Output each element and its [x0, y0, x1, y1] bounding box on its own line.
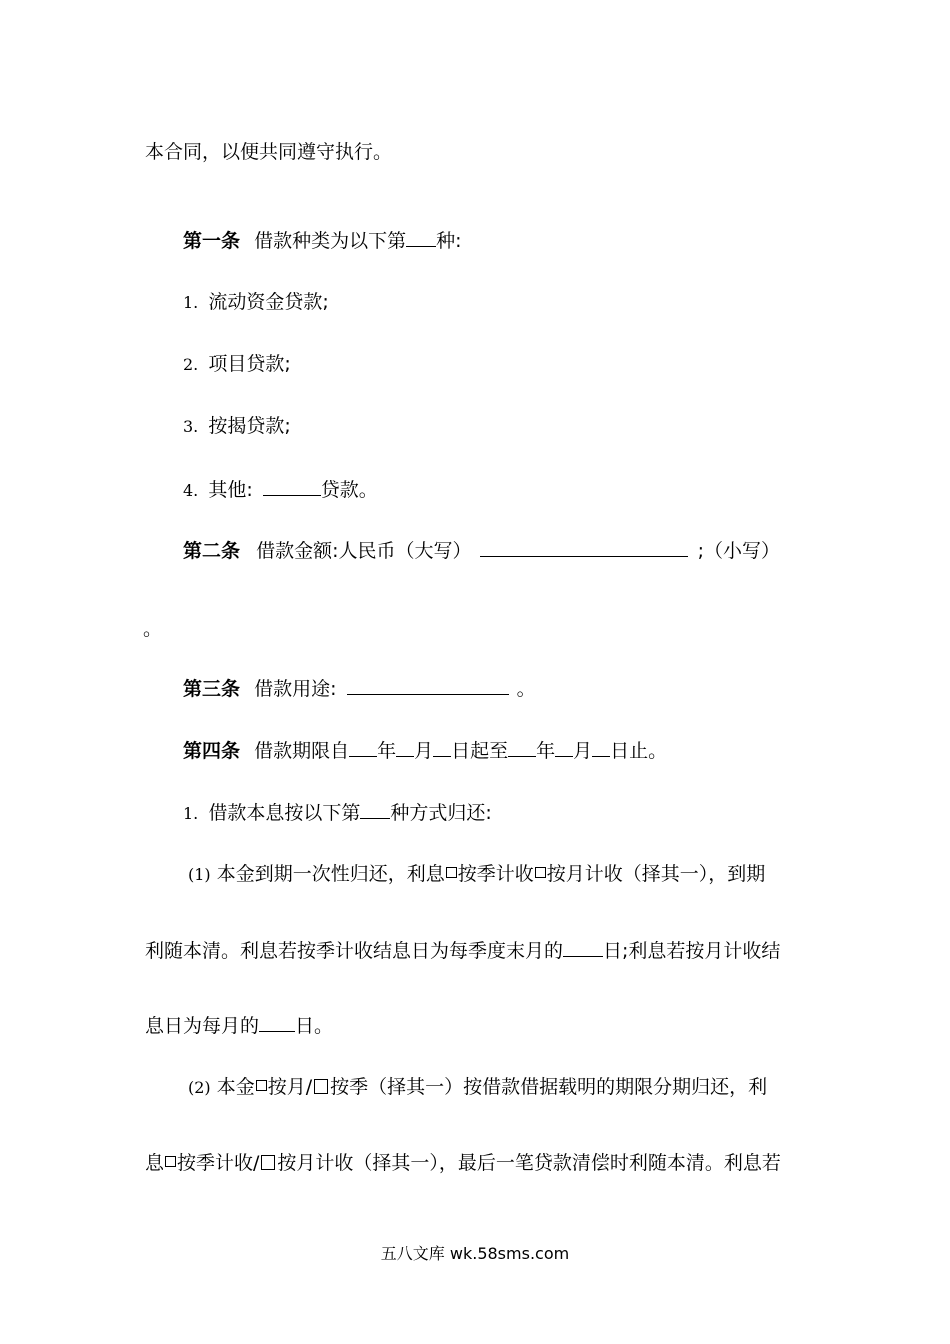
sub-2-line-1: [188, 1075, 767, 1100]
interest-monthly-checkbox[interactable]: [261, 1155, 275, 1170]
sub-1-text-d: 利随本清。利息若按季计收结息日为每季度末月的: [145, 940, 564, 962]
item-text: 其他:: [208, 479, 253, 501]
item-number: 1.: [183, 293, 199, 312]
item-text: 项目贷款;: [208, 353, 291, 375]
item-text: 按揭贷款;: [208, 415, 291, 437]
end-month-blank: [555, 738, 573, 757]
article-3-suffix: 。: [516, 678, 536, 700]
article-1-item-1: [183, 290, 329, 315]
article-2-continuation: [143, 617, 162, 641]
month-day-blank: [259, 1013, 295, 1032]
sub-number: (2): [188, 1078, 211, 1097]
end-day-blank: [592, 738, 610, 757]
end-day-label: 日止。: [610, 740, 668, 762]
article-2-line: [183, 538, 780, 563]
end-year-blank: [508, 738, 536, 757]
sub-2-line-2: [145, 1151, 781, 1175]
article-3-line: [183, 676, 536, 701]
end-month-label: 月: [573, 740, 593, 762]
item-number: 2.: [183, 355, 199, 374]
sub-2-text-f: 按月计收（择其一），最后一笔贷款清偿时利随本清。利息若: [277, 1152, 781, 1174]
item-number: 3.: [183, 417, 199, 436]
article-1-item-4: [183, 477, 378, 503]
article-4-line: [183, 738, 667, 763]
item-suffix: 贷款。: [320, 479, 378, 501]
article-4-text: 借款期限自: [254, 740, 350, 762]
sub-2-text-e: 按季计收/: [177, 1152, 260, 1174]
article-3-heading: 第三条: [183, 678, 241, 700]
sub-1-text-f: 息日为每月的: [145, 1015, 260, 1037]
article-1-text: 借款种类为以下第: [254, 230, 407, 252]
article-1-heading: 第一条: [183, 230, 241, 252]
sub-number: (1): [188, 865, 211, 884]
sub-1-line-3: [145, 1013, 333, 1038]
end-year-label: 年: [536, 740, 556, 762]
item-text: 流动资金贷款;: [208, 291, 329, 313]
monthly-checkbox[interactable]: [535, 867, 546, 878]
item-text: 借款本息按以下第: [208, 802, 361, 824]
sub-1-text-b: 按季计收: [457, 863, 534, 885]
sub-1-text-a: 本金到期一次性归还，利息: [216, 863, 445, 885]
item-text-after: 种方式归还:: [390, 802, 492, 824]
article-4-heading: 第四条: [183, 740, 241, 762]
repayment-method-blank: [360, 800, 390, 819]
article-2-small-label: ;（小写）: [697, 540, 780, 562]
article-2-amount-blank: [480, 538, 688, 557]
year-blank: [349, 738, 377, 757]
sub-2-text-a: 本金: [216, 1076, 255, 1098]
quarter-day-blank: [563, 938, 603, 957]
month-blank: [396, 738, 414, 757]
sub-1-text-c: 按月计收（择其一），到期: [546, 863, 766, 885]
interest-quarterly-checkbox[interactable]: [165, 1156, 176, 1167]
article-3-purpose-blank: [347, 676, 509, 695]
article-3-text: 借款用途:: [254, 678, 337, 700]
article-2-text: 借款金额:人民币（大写）: [256, 540, 472, 562]
day-blank: [433, 738, 451, 757]
quarterly-checkbox[interactable]: [446, 867, 457, 878]
sub-1-line-1: [188, 862, 765, 887]
sub-2-text-c: 按季（择其一）按借款借据载明的期限分期归还，利: [330, 1076, 768, 1098]
principal-monthly-checkbox[interactable]: [256, 1080, 267, 1091]
article-1-blank: [406, 228, 436, 247]
footer-text: 五八文库 wk.58sms.com: [380, 1244, 570, 1263]
sub-2-text-d: 息: [145, 1152, 165, 1174]
item-4-blank: [263, 477, 321, 496]
principal-quarterly-checkbox[interactable]: [314, 1079, 328, 1094]
article-4-item-1: [183, 800, 492, 826]
article-2-heading: 第二条: [183, 540, 241, 562]
article-1-line: [183, 228, 461, 253]
year-label: 年: [377, 740, 397, 762]
article-1-text-after: 种:: [436, 230, 462, 252]
sub-1-text-e: 日;利息若按月计收结: [603, 940, 781, 962]
sub-2-text-b: 按月/: [267, 1076, 313, 1098]
intro-line: [145, 140, 392, 164]
article-1-item-3: [183, 414, 291, 439]
article-1-item-2: [183, 352, 291, 377]
footer-watermark: [0, 1243, 950, 1265]
sub-1-text-g: 日。: [295, 1015, 334, 1037]
sub-1-line-2: [145, 938, 780, 963]
item-number: 4.: [183, 481, 199, 500]
item-number: 1.: [183, 804, 199, 823]
intro-text: 本合同，以便共同遵守执行。: [145, 141, 393, 163]
article-2-period: 。: [143, 618, 163, 640]
month-label: 月: [414, 740, 434, 762]
day-label: 日起至: [451, 740, 509, 762]
